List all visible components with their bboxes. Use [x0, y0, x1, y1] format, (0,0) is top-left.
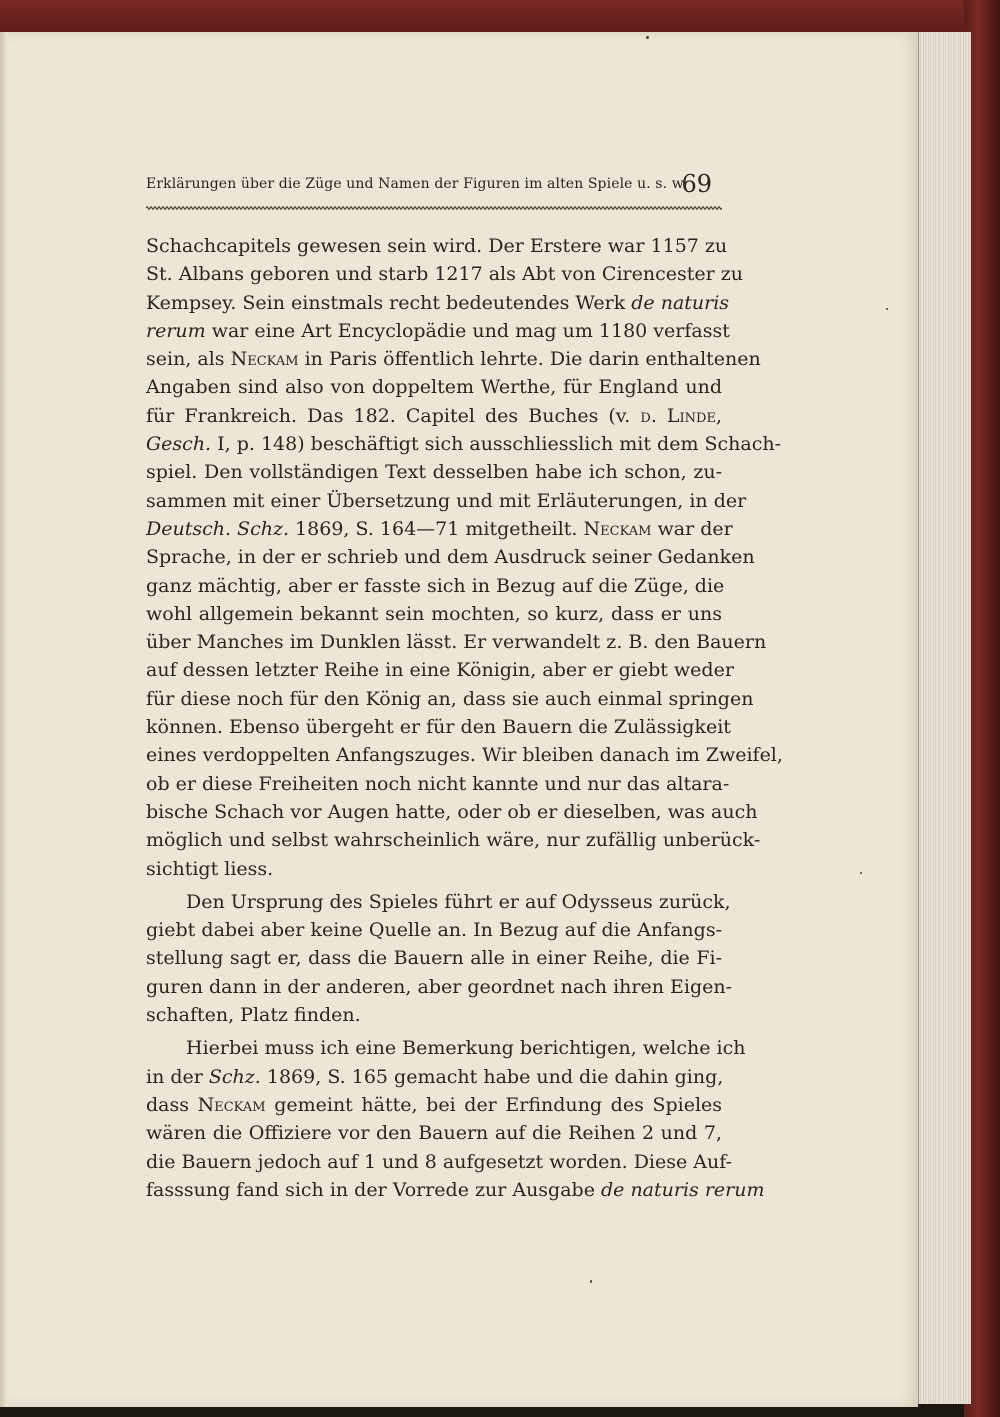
text-run: können. Ebenso übergeht er für den Bauern die Zulässigkeit	[146, 716, 731, 739]
text-line	[146, 1148, 733, 1176]
paper-speck	[646, 36, 649, 39]
text-run: eines verdoppelten Anfangszuges. Wir bleiben danach im Zweifel,	[146, 744, 783, 767]
text-run: dass	[146, 1093, 198, 1116]
text-line	[146, 515, 733, 543]
italic-text: Deutsch. Schz.	[146, 517, 290, 540]
text-line	[146, 572, 725, 600]
text-run: schaften, Platz finden.	[146, 1004, 361, 1027]
paragraph	[146, 888, 733, 1029]
wavy-rule	[146, 204, 722, 212]
text-run: war der	[651, 517, 733, 540]
text-run: für diese noch für den König an, dass sie auch einmal springen	[146, 687, 754, 710]
text-line	[146, 855, 722, 883]
text-line	[146, 487, 747, 515]
text-line	[146, 1034, 746, 1062]
body-text	[146, 232, 783, 1204]
text-run: Schachcapitels gewesen sein wird. Der Erstere war 1157 zu	[146, 235, 728, 257]
text-line	[146, 260, 743, 288]
paragraph	[146, 232, 783, 883]
text-line	[146, 628, 767, 656]
text-run: ob er diese Freiheiten noch nicht kannte und nur das altara-	[146, 772, 730, 795]
text-run: sichtigt liess.	[146, 857, 274, 880]
text-run: in Paris öffentlich lehrte. Die darin enthaltenen	[298, 348, 761, 371]
running-head-title: Erklärungen über die Züge und Namen der Figuren im alten Spiele u. s. w.	[146, 176, 687, 192]
italic-text: de naturis	[631, 291, 730, 314]
text-run: die Bauern jedoch auf 1 und 8 aufgesetzt worden. Diese Auf-	[146, 1150, 733, 1173]
text-line	[146, 1063, 722, 1091]
italic-text: Gesch.	[146, 433, 212, 456]
text-run: wären die Offiziere vor den Bauern auf die Reihen 2 und 7,	[146, 1122, 722, 1145]
text-line	[146, 826, 761, 854]
text-line	[146, 430, 782, 458]
text-run: I, p. 148) beschäftigt sich ausschliesslich mit dem Schach-	[211, 433, 782, 456]
text-run: fasssung fand sich in der Vorrede zur Ausgabe	[146, 1178, 601, 1201]
text-line	[146, 656, 734, 684]
text-line	[146, 944, 722, 972]
book-binding-top	[0, 0, 1000, 32]
text-run: auf dessen letzter Reihe in eine Königin, aber er giebt weder	[146, 659, 734, 682]
text-line	[146, 402, 722, 430]
small-caps-name: d. Linde,	[640, 404, 722, 427]
text-run: 1869, S. 164—71 mitgetheilt.	[289, 517, 584, 540]
text-line	[146, 345, 761, 373]
text-line	[146, 1091, 722, 1119]
text-line	[146, 916, 722, 944]
text-run: giebt dabei aber keine Quelle an. In Bezug auf die Anfangs-	[146, 919, 722, 942]
text-line	[146, 289, 730, 317]
text-line	[146, 232, 728, 260]
text-line	[146, 741, 783, 769]
text-run: in der	[146, 1065, 209, 1088]
italic-text: de naturis rerum	[601, 1178, 765, 1201]
text-line	[146, 798, 758, 826]
text-run: war eine Art Encyclopädie und mag um 1180 verfasst	[205, 319, 730, 342]
text-line	[146, 1001, 722, 1029]
text-line	[146, 685, 754, 713]
text-run: sammen mit einer Übersetzung und mit Erläuterungen, in der	[146, 489, 747, 512]
text-line	[146, 543, 755, 571]
text-run: 1869, S. 165 gemacht habe und die dahin ging,	[260, 1065, 724, 1088]
text-line	[146, 713, 731, 741]
text-line	[146, 973, 733, 1001]
text-run: Angaben sind also von doppeltem Werthe, für England und	[146, 376, 722, 399]
paragraph	[146, 1034, 765, 1204]
text-run: Kempsey. Sein einstmals recht bedeutendes Werk	[146, 291, 632, 314]
text-run: stellung sagt er, dass die Bauern alle in einer Reihe, die Fi-	[146, 947, 722, 970]
small-caps-name: Neckam	[197, 1093, 266, 1116]
text-line	[146, 770, 730, 798]
text-run: St. Albans geboren und starb 1217 als Abt von Cirencester zu	[146, 263, 743, 286]
text-line	[146, 1176, 765, 1204]
paper-speck	[860, 872, 862, 874]
text-run: wohl allgemein bekannt sein mochten, so kurz, dass er uns	[146, 602, 722, 625]
text-line	[146, 888, 731, 916]
text-run: Sprache, in der er schrieb und dem Ausdruck seiner Gedanken	[146, 546, 755, 569]
page-gutter-shadow	[0, 32, 8, 1407]
text-run: sein, als	[146, 348, 231, 371]
text-line	[146, 1119, 722, 1147]
paper-speck	[886, 308, 888, 310]
small-caps-name: Neckam	[583, 517, 652, 540]
italic-text: rerum	[146, 319, 206, 342]
text-run: bische Schach vor Augen hatte, oder ob er dieselben, was auch	[146, 800, 758, 823]
text-run: gemeint hätte, bei der Erfindung des Spieles	[265, 1093, 723, 1116]
text-line	[146, 600, 722, 628]
text-run: Den Ursprung des Spieles führt er auf Odysseus zurück,	[186, 890, 731, 913]
page-edges	[918, 32, 971, 1404]
text-run: für Frankreich. Das 182. Capitel des Buches (v.	[146, 404, 641, 427]
text-run: über Manches im Dunklen lässt. Er verwandelt z. B. den Bauern	[146, 631, 767, 654]
italic-text: Schz.	[208, 1065, 261, 1088]
text-line	[146, 458, 722, 486]
text-line	[146, 317, 730, 345]
page-number: 69	[681, 170, 712, 198]
text-run: möglich und selbst wahrscheinlich wäre, nur zufällig unberück-	[146, 829, 761, 852]
text-run: spiel. Den vollständigen Text desselben habe ich schon, zu-	[146, 461, 722, 484]
small-caps-name: Neckam	[230, 348, 299, 371]
text-line	[146, 373, 722, 401]
text-run: guren dann in der anderen, aber geordnet nach ihren Eigen-	[146, 975, 733, 998]
paper-speck	[590, 1280, 592, 1283]
text-run: Hierbei muss ich eine Bemerkung berichtigen, welche ich	[186, 1037, 746, 1060]
text-run: ganz mächtig, aber er fasste sich in Bezug auf die Züge, die	[146, 574, 725, 597]
